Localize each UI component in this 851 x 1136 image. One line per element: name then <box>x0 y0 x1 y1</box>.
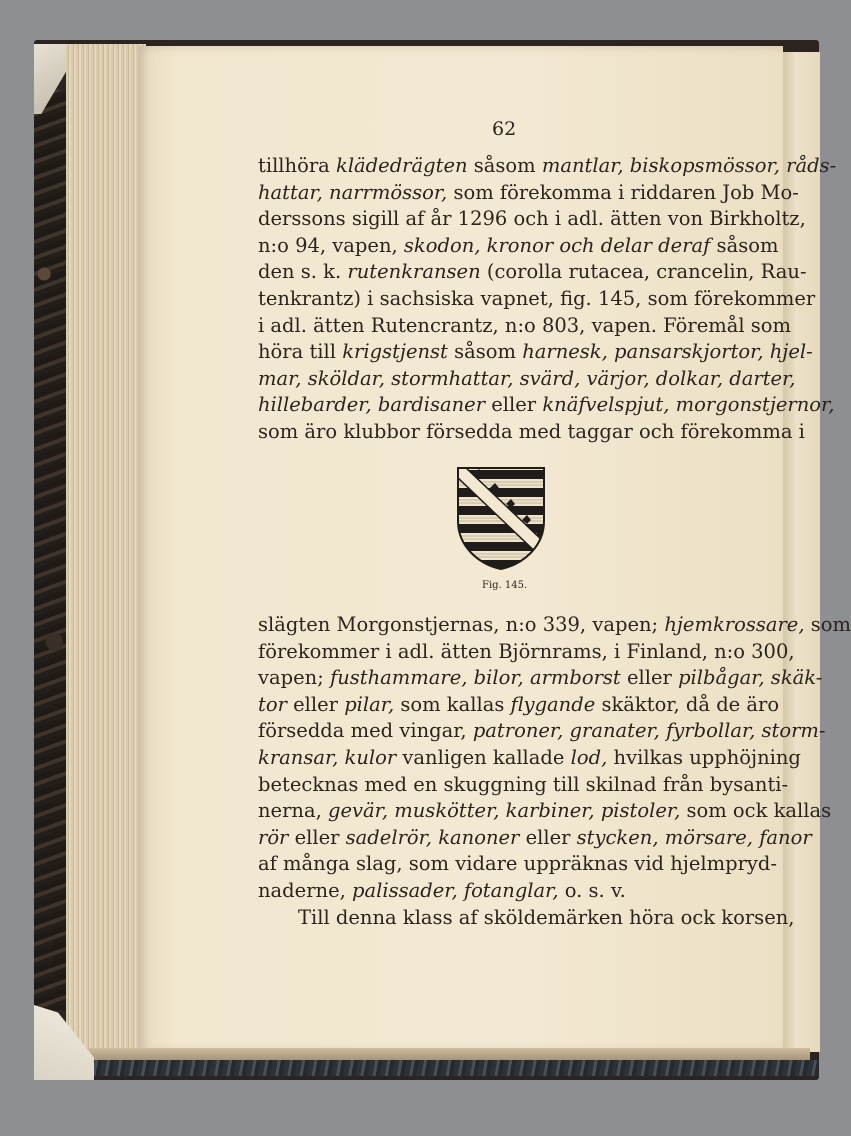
page-edges <box>66 44 146 1054</box>
text-run: tillhöra <box>258 154 336 177</box>
italic-run: stycken, mörsare, fanor <box>576 825 812 849</box>
text-run: såsom <box>447 340 523 364</box>
text-run: derssons sigill af år 1296 och i adl. ätten von Birkholtz, <box>258 207 806 231</box>
text-run: o. s. v. <box>558 879 626 902</box>
cover-bottom-edge <box>90 1060 819 1076</box>
italic-run: mantlar, biskopsmössor, råds- <box>541 154 837 177</box>
italic-run: hattar, narrmössor, <box>258 180 448 204</box>
italic-run: hjemkrossare, <box>664 613 805 636</box>
text-run: som förekomma i riddaren Job Mo- <box>447 180 799 204</box>
text-run: Till denna klass af sköldemärken höra ock korsen, <box>298 905 795 929</box>
text-run: såsom <box>710 233 779 257</box>
italic-run: pilbågar, skäk- <box>678 666 823 690</box>
text-run: eller <box>620 666 679 690</box>
text-run: eller <box>519 825 577 849</box>
text-run: naderne, <box>258 879 353 902</box>
text-run: tenkrantz) i sachsiska vapnet, fig. 145, som förekommer <box>258 287 816 310</box>
italic-run: kransar, kulor <box>258 746 397 769</box>
text-line <box>258 665 823 691</box>
text-run: som ock kallas <box>680 799 832 823</box>
text-run: eller <box>288 825 346 849</box>
text-run: den s. k. <box>258 260 348 284</box>
text-run: n:o 94, vapen, <box>258 233 404 257</box>
text-run: eller <box>485 393 543 417</box>
italic-run: mar, sköldar, stormhattar, svärd, värjor, dolkar, darter, <box>258 366 796 390</box>
text-line <box>258 180 799 206</box>
italic-run: gevär, muskötter, karbiner, pistoler, <box>328 799 681 823</box>
text-run: som <box>804 613 851 636</box>
text-run: slägten Morgonstjernas, n:o 339, vapen; <box>258 613 665 636</box>
text-line <box>258 153 837 179</box>
text-line <box>258 718 826 744</box>
italic-run: krigstjenst <box>342 340 448 364</box>
italic-run: sadelrör, kanoner <box>345 825 520 849</box>
text-line <box>258 851 778 877</box>
italic-run: harnesk, pansarskjortor, hjel- <box>522 340 813 364</box>
text-run: eller <box>286 692 345 716</box>
text-line <box>258 259 807 285</box>
text-run: som kallas <box>394 692 511 716</box>
text-run: förekommer i adl. ätten Björnrams, i Finland, n:o 300, <box>258 639 795 663</box>
text-line <box>258 772 789 798</box>
figure-caption: Fig. 145. <box>482 580 528 591</box>
text-run: (corolla rutacea, crancelin, Rau- <box>480 260 807 284</box>
text-line <box>258 313 792 339</box>
italic-run: patroner, granater, fyrbollar, storm- <box>472 719 826 743</box>
text-run: som äro klubbor försedda med taggar och förekomma i <box>258 420 805 443</box>
page-number: 62 <box>492 118 517 140</box>
text-line <box>258 825 812 851</box>
italic-run: rutenkransen <box>347 260 481 284</box>
text-line <box>258 366 796 392</box>
italic-run: skodon, kronor och delar deraf <box>403 233 711 257</box>
italic-run: hillebarder, bardisaner <box>258 393 486 417</box>
italic-run: fusthammare, bilor, armborst <box>330 666 621 690</box>
text-line <box>258 206 806 232</box>
italic-run: klädedrägten <box>336 154 468 177</box>
text-line <box>258 612 851 638</box>
text-run: betecknas med en skuggning till skilnad från bysanti- <box>258 772 789 796</box>
text-run: vapen; <box>258 666 330 690</box>
italic-run: rör <box>258 825 289 849</box>
coat-of-arms-figure <box>456 466 546 571</box>
text-run: skäktor, då de äro <box>595 692 780 716</box>
italic-run: knäfvelspjut, morgonstjernor, <box>542 393 835 417</box>
text-run: såsom <box>467 154 542 177</box>
italic-run: tor <box>258 692 287 716</box>
text-line <box>258 419 805 445</box>
italic-run: palissader, fotanglar, <box>352 879 559 902</box>
text-run: höra till <box>258 340 343 364</box>
text-run: vanligen kallade <box>396 746 571 769</box>
text-run: af många slag, som vidare uppräknas vid hjelmpryd- <box>258 852 778 876</box>
text-run: hvilkas upphöjning <box>607 746 801 769</box>
text-line <box>258 639 795 665</box>
italic-run: flygande <box>510 692 596 716</box>
text-line <box>258 286 816 312</box>
text-run: nerna, <box>258 799 329 823</box>
text-run: försedda med vingar, <box>258 719 473 743</box>
italic-run: pilar, <box>344 692 395 716</box>
text-line <box>258 339 813 365</box>
text-line <box>258 745 801 771</box>
italic-run: lod, <box>570 746 608 769</box>
text-line <box>258 798 832 824</box>
text-line <box>258 692 780 718</box>
text-line <box>258 233 779 259</box>
text-run: i adl. ätten Rutencrantz, n:o 803, vapen. Föremål som <box>258 313 792 337</box>
text-line <box>258 392 835 418</box>
text-line <box>298 905 795 931</box>
text-line <box>258 878 770 904</box>
marbled-cover-edge <box>34 90 68 1010</box>
